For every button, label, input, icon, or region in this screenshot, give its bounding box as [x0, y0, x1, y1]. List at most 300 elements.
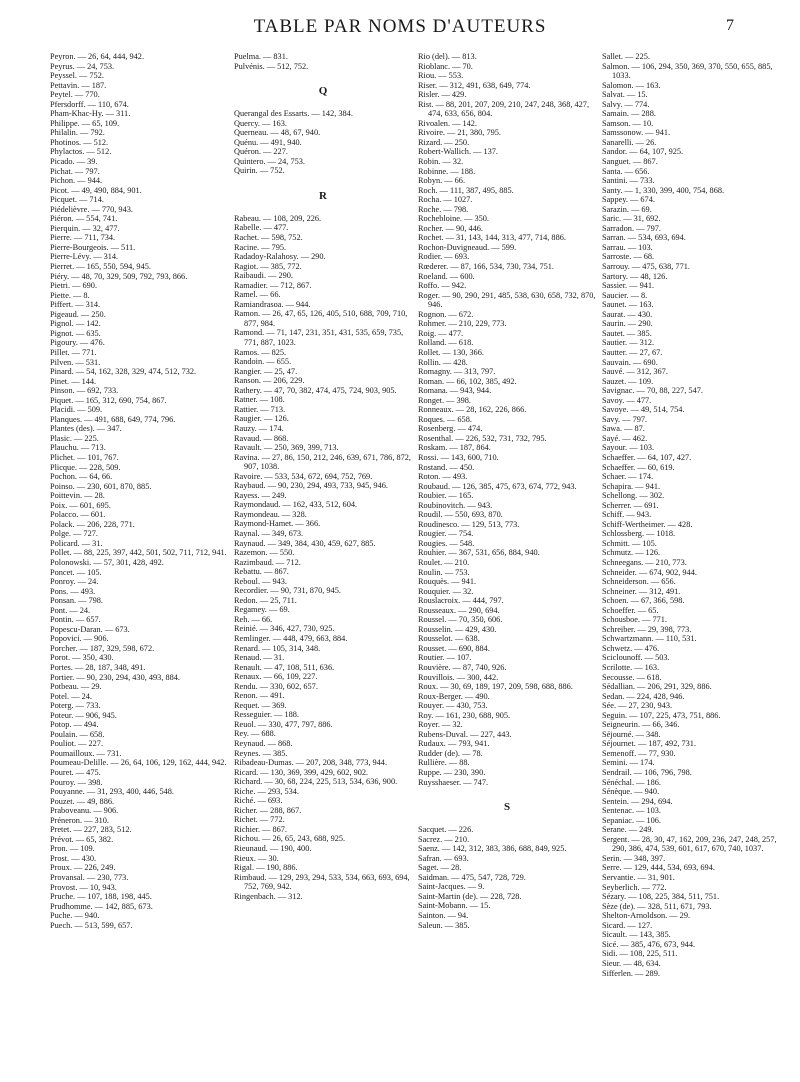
index-entry: Rochon-Duvigneaud. — 599.: [418, 242, 517, 252]
index-entry: Sappey. — 674.: [602, 195, 655, 205]
index-entry: Serane. — 249.: [602, 825, 654, 835]
index-entry: Ravaud. — 868.: [234, 433, 289, 443]
index-entry: Picado. — 39.: [50, 157, 98, 167]
index-entry: Schiff. — 943.: [602, 510, 652, 520]
index-entry: Sandor. — 64, 107, 925.: [602, 147, 684, 157]
index-entry: Pochon. — 64, 66.: [50, 472, 113, 482]
index-entry: Plantes (des). — 347.: [50, 424, 122, 434]
index-entry: Reboul. — 943.: [234, 576, 288, 586]
index-entry: Sicé. — 385, 476, 673, 944.: [602, 939, 696, 949]
index-entry: Pilven. — 531.: [50, 357, 101, 367]
index-entry: Rousseaux. — 290, 694.: [418, 605, 500, 615]
index-entry: Santini. — 733.: [602, 176, 655, 186]
page-number: 7: [726, 17, 734, 34]
index-entry: Puelma. — 831.: [234, 52, 288, 61]
index-entry: Sarradon. — 797.: [602, 223, 661, 233]
index-entry: Ramel. — 66.: [234, 290, 281, 300]
index-entry: Roques. — 658.: [418, 414, 472, 424]
index-entry: Querneau. — 48, 67, 940.: [234, 128, 321, 138]
index-entry: Quéron. — 227.: [234, 147, 288, 157]
index-entry: Séjourné. — 348.: [602, 729, 661, 739]
index-entry: Potop. — 494.: [50, 720, 99, 730]
index-entry: Ragiot. — 385, 772.: [234, 261, 302, 271]
index-entry: Sénéchal. — 186.: [602, 777, 661, 787]
index-entry: Sentenac. — 103.: [602, 806, 661, 816]
index-entry: Sendrail. — 106, 796, 798.: [602, 768, 692, 778]
index-entry: Roffo. — 942.: [418, 281, 467, 291]
index-entry: Sergent. — 28, 30, 47, 162, 209, 236, 247, 248, 257, 290, 386, 474, 539, 601, 617, 670, 740, 1037.: [602, 834, 777, 854]
index-entry: Rougies. — 548.: [418, 538, 475, 548]
index-entry: Salvat. — 15.: [602, 90, 648, 100]
index-entry: Schwetz. — 476.: [602, 643, 660, 653]
index-entry: Sauzet. — 109.: [602, 376, 654, 386]
index-entry: Rouhier. — 367, 531, 656, 884, 940.: [418, 548, 540, 558]
index-entry: Richier. — 867.: [234, 824, 288, 834]
index-entry: Ramon. — 26, 47, 65, 126, 405, 510, 688, 709, 710, 877, 984.: [234, 309, 408, 328]
index-entry: Prudhomme. — 142, 885, 673.: [50, 901, 153, 911]
index-entry: Sanguet. — 867.: [602, 157, 658, 167]
index-entry: Rouquier. — 32.: [418, 586, 474, 596]
index-entry: Rivoire. — 21, 380, 795.: [418, 128, 501, 138]
index-entry: Polge. — 727.: [50, 529, 98, 539]
index-entry: Sanarelli. — 26.: [602, 137, 657, 147]
index-entry: Saurin. — 290.: [602, 319, 653, 329]
index-entry: Peyssel. — 752.: [50, 71, 104, 81]
index-entry: Pichat. — 797.: [50, 166, 100, 176]
index-entry: Sayour. — 103.: [602, 443, 655, 453]
index-entry: Roussel. — 70, 350, 606.: [418, 615, 503, 625]
index-entry: Savoye. — 49, 514, 754.: [602, 405, 685, 415]
index-entry: Ramond. — 71, 147, 231, 351, 431, 535, 659, 735, 771, 887, 1023.: [234, 328, 404, 348]
index-entry: Schoeffer. — 65.: [602, 605, 659, 615]
index-entry: Semini. — 174.: [602, 758, 655, 768]
index-entry: Sciclounoff. — 503.: [602, 653, 670, 663]
index-entry: Sarazin. — 69.: [602, 204, 652, 214]
index-column-3: [418, 52, 596, 1072]
index-entry: Rohmer. — 210, 229, 773.: [418, 319, 507, 329]
index-entry: Robert-Wallich. — 137.: [418, 147, 498, 157]
index-entry: Pouroy. — 398.: [50, 777, 103, 787]
index-entry: Ricard. — 130, 369, 399, 429, 602, 902.: [234, 767, 369, 777]
index-entry: Schneegans. — 210, 773.: [602, 557, 687, 567]
index-entry: Poinso. — 230, 601, 870, 885.: [50, 481, 152, 491]
index-entry: Prost. — 430.: [50, 853, 97, 863]
index-entry: Philippe. — 65, 109.: [50, 118, 120, 128]
index-entry: Sayé. — 462.: [602, 433, 648, 443]
index-entry: Pham-Khac-Hy. — 311.: [50, 109, 131, 119]
index-entry: Ronneaux. — 28, 162, 226, 866.: [418, 405, 527, 415]
index-entry: Rostand. — 450.: [418, 462, 475, 472]
index-entry: Pietri. — 690.: [50, 281, 98, 291]
index-column-4: [602, 52, 780, 1072]
index-entry: Secousse. — 618.: [602, 672, 662, 682]
index-entry: Shelton-Arnoldson. — 29.: [602, 911, 691, 921]
index-entry: Sarran. — 534, 693, 694.: [602, 233, 686, 243]
index-entry: Pignot. — 635.: [50, 328, 101, 338]
index-entry: Schiff-Wertheimer. — 428.: [602, 519, 693, 529]
index-entry: Schneider. — 674, 902, 944.: [602, 567, 697, 577]
index-entry: Séjournet. — 187, 492, 731.: [602, 739, 697, 749]
index-entry: Schousboe. — 771.: [602, 615, 667, 625]
index-entry: Sedan. — 224, 428, 946.: [602, 691, 685, 701]
index-entry: Rimbaud. — 129, 293, 294, 533, 534, 663, 693, 694, 752, 769, 942.: [234, 872, 410, 892]
index-entry: Riser. — 312, 491, 638, 649, 774.: [418, 80, 531, 90]
index-entry: Schwartzmann. — 110, 531.: [602, 634, 697, 644]
index-entry: Sautter. — 27, 67.: [602, 347, 663, 357]
index-entry: Savoy. — 477.: [602, 395, 652, 405]
index-entry: Poncet. — 105.: [50, 567, 102, 577]
index-entry: Poulain. — 658.: [50, 729, 105, 739]
index-entry: Pruche. — 107, 188, 198, 445.: [50, 892, 152, 902]
index-entry: Schlossberg. — 1018.: [602, 529, 676, 539]
index-entry: Rabelle. — 477.: [234, 223, 289, 233]
index-entry: Sacquet. — 226.: [418, 825, 474, 835]
index-entry: Poteur. — 906, 945.: [50, 710, 117, 720]
index-entry: Pontin. — 657.: [50, 615, 101, 625]
index-entry: Rolland. — 618.: [418, 338, 474, 348]
index-entry: Rosenberg. — 474.: [418, 424, 483, 434]
index-entry: Seyberlich. — 772.: [602, 882, 667, 892]
index-entry: Reinié. — 346, 427, 730, 925.: [234, 624, 335, 634]
index-entry: Ramiandrasoa. — 944.: [234, 299, 311, 309]
index-entry: Regamey. — 69.: [234, 605, 290, 615]
index-entry: Salvy. — 774.: [602, 99, 650, 109]
index-entry: Samssonow. — 941.: [602, 128, 671, 138]
index-entry: Sifferlen. — 289.: [602, 968, 660, 978]
index-entry: Rattier. — 713.: [234, 404, 286, 414]
index-entry: Pulvénis. — 512, 752.: [234, 61, 309, 71]
index-entry: Schreiber. — 29, 398, 773.: [602, 624, 692, 634]
index-entry: Pierre. — 711, 734.: [50, 233, 116, 243]
index-entry: Portier. — 90, 230, 294, 430, 493, 884.: [50, 672, 180, 682]
index-entry: Roulet. — 210.: [418, 557, 470, 567]
index-entry: Sarroste. — 68.: [602, 252, 655, 262]
index-entry: Polonowski. — 57, 301, 428, 492.: [50, 557, 164, 567]
index-entry: Savignac. — 70, 88, 227, 547.: [602, 386, 703, 396]
index-entry: Rathery. — 47, 70, 382, 474, 475, 724, 903, 905.: [234, 385, 397, 395]
index-entry: Pinson. — 692, 733.: [50, 386, 119, 396]
index-entry: Quénu. — 491, 940.: [234, 137, 302, 147]
index-entry: Pouret. — 475.: [50, 768, 101, 778]
index-entry: Policard. — 31.: [50, 538, 103, 548]
index-entry: Photinos. — 512.: [50, 137, 109, 147]
index-entry: Sénèque. — 940.: [602, 787, 660, 797]
index-entry: Pont. — 24.: [50, 605, 91, 615]
index-entry: Puche. — 940.: [50, 911, 100, 921]
index-entry: Sacrez. — 210.: [418, 834, 470, 844]
index-entry: Richou. — 26, 65, 243, 688, 925.: [234, 834, 346, 844]
index-entry: Rouslacroix. — 444, 797.: [418, 596, 504, 606]
index-column-2: [234, 52, 412, 1072]
index-entry: Pierret. — 165, 550, 594, 945.: [50, 262, 151, 272]
index-entry: Peyrus. — 24, 753.: [50, 61, 115, 71]
index-entry: Rubens-Duval. — 227, 443.: [418, 729, 512, 739]
index-entry: Reynaud. — 868.: [234, 739, 293, 748]
index-entry: Razemon. — 550.: [234, 548, 295, 558]
index-entry: Routier. — 107.: [418, 653, 472, 663]
index-columns: [50, 52, 780, 1072]
index-entry: Schapira. — 941.: [602, 481, 661, 491]
index-entry: Poumailloux. — 731.: [50, 748, 122, 758]
page-header: [0, 16, 800, 42]
index-entry: Popescu-Daran. — 673.: [50, 624, 130, 634]
index-entry: Schaeffer. — 64, 107, 427.: [602, 452, 692, 462]
index-entry: Pichon. — 944.: [50, 176, 103, 186]
index-entry: Sauvé. — 312, 367.: [602, 367, 668, 377]
index-entry: Sawa. — 87.: [602, 424, 645, 434]
index-entry: Raibaudi. — 290.: [234, 271, 293, 281]
index-entry: Rocher. — 90, 446.: [418, 223, 483, 233]
index-entry: Rouvillois. — 300, 442.: [418, 672, 499, 682]
index-entry: Salmon. — 106, 294, 350, 369, 370, 550, 655, 885, 1033.: [602, 61, 773, 81]
index-entry: Pouyanne. — 31, 293, 400, 446, 548.: [50, 787, 174, 797]
index-entry: Rousselot. — 638.: [418, 634, 480, 644]
index-entry: Rougier. — 754.: [418, 529, 474, 539]
index-entry: Rebattu. — 867.: [234, 567, 289, 577]
index-entry: Safran. — 693.: [418, 853, 469, 863]
index-entry: Piéron. — 554, 741.: [50, 214, 118, 224]
index-entry: Pons. — 493.: [50, 586, 96, 596]
index-entry: Pettavin. — 187.: [50, 80, 107, 90]
index-entry: Roux. — 30, 69, 189, 197, 209, 598, 688, 886.: [418, 682, 573, 692]
index-entry: Sarrouy. — 475, 638, 771.: [602, 262, 690, 272]
index-entry: Plicque. — 228, 509.: [50, 462, 121, 472]
index-entry: Rieux. — 30.: [234, 853, 279, 863]
index-entry: Rizard. — 250.: [418, 137, 470, 147]
index-entry: Polacco. — 601.: [50, 510, 106, 520]
index-entry: Reh. — 66.: [234, 614, 273, 624]
index-entry: Requet. — 369.: [234, 700, 287, 710]
index-entry: Richard. — 30, 68, 224, 225, 513, 534, 636, 900.: [234, 777, 398, 787]
index-entry: Richer. — 288, 867.: [234, 805, 302, 815]
index-entry: Saric. — 31, 692.: [602, 214, 661, 224]
index-entry: Raugier. — 126.: [234, 414, 289, 424]
index-entry: Préneron. — 310.: [50, 815, 109, 825]
index-entry: Roton. — 493.: [418, 472, 468, 482]
index-entry: Prévot. — 65, 382.: [50, 834, 114, 844]
index-entry: Rocheblоine. — 350.: [418, 214, 489, 224]
index-entry: Reynes. — 385.: [234, 748, 288, 758]
index-entry: Pouzet. — 49, 886.: [50, 796, 115, 806]
index-entry: Sassier. — 941.: [602, 281, 655, 291]
index-entry: Scherrer. — 691.: [602, 500, 659, 510]
index-entry: Sédallian. — 206, 291, 329, 886.: [602, 682, 712, 692]
index-entry: Ramos. — 825.: [234, 347, 287, 357]
index-entry: Saget. — 28.: [418, 863, 462, 873]
index-entry: Schneiner. — 312, 491.: [602, 586, 681, 596]
index-entry: Raybaud. — 90, 230, 294, 493, 733, 945, 946.: [234, 481, 388, 491]
index-entry: Poumeau-Delille. — 26, 64, 106, 129, 162, 444, 942.: [50, 758, 227, 768]
index-entry: Renaud. — 31.: [234, 653, 285, 663]
index-entry: Pouliot. — 227.: [50, 739, 104, 749]
page-title: TABLE PAR NOMS D'AUTEURS: [253, 16, 547, 37]
index-entry: Proux. — 226, 249.: [50, 863, 116, 873]
index-entry: Provost. — 10, 943.: [50, 882, 117, 892]
index-entry: Rioblanc. — 70.: [418, 61, 473, 71]
index-entry: Sepaniac. — 106.: [602, 815, 661, 825]
index-entry: Raynal. — 349, 673.: [234, 528, 304, 538]
index-entry: Rauzy. — 174.: [234, 423, 284, 433]
index-entry: Pierquin. — 32, 477.: [50, 223, 120, 233]
index-entry: Rieunaud. — 190, 400.: [234, 844, 312, 854]
index-entry: Seigneurin. — 66, 346.: [602, 720, 680, 730]
index-entry: Riou. — 553.: [418, 71, 464, 81]
index-entry: Saint-Mobann. — 15.: [418, 901, 491, 911]
index-entry: Sartory. — 48, 126.: [602, 271, 668, 281]
index-entry: Seguin. — 107, 225, 473, 751, 886.: [602, 710, 721, 720]
index-entry: Piquet. — 165, 312, 690, 754, 867.: [50, 395, 167, 405]
index-entry: Rochet. — 31, 143, 144, 313, 477, 714, 886.: [418, 233, 566, 243]
index-entry: Salomon. — 163.: [602, 80, 661, 90]
index-entry: Rivoalen. — 142.: [418, 118, 477, 128]
index-entry: Sautet. — 385.: [602, 328, 652, 338]
index-entry: Rossi. — 143, 600, 710.: [418, 452, 499, 462]
index-entry: Roubier. — 165.: [418, 491, 474, 501]
index-entry: Saleun. — 385.: [418, 920, 470, 930]
index-entry: Sicault. — 143, 385.: [602, 930, 671, 940]
index-entry: Plasic. — 225.: [50, 433, 99, 443]
index-entry: Saint-Martin (de). — 228, 728.: [418, 891, 522, 901]
index-entry: Romana. — 943, 944.: [418, 386, 492, 396]
index-entry: Ruppe. — 230, 390.: [418, 768, 486, 778]
index-entry: Pierre-Lévy. — 314.: [50, 252, 119, 262]
index-entry: Rangier. — 25, 47.: [234, 366, 298, 376]
index-entry: Renard. — 105, 314, 348.: [234, 643, 321, 653]
index-entry: Sallet. — 225.: [602, 52, 650, 61]
index-entry: Serin. — 348, 397.: [602, 853, 666, 863]
index-entry: Saidman. — 475, 547, 728, 729.: [418, 872, 526, 882]
index-entry: Schmutz. — 126.: [602, 548, 661, 558]
index-entry: Riché. — 693.: [234, 796, 283, 806]
index-entry: Samain. — 288.: [602, 109, 656, 119]
index-entry: Rendu. — 330, 602, 657.: [234, 681, 318, 691]
index-entry: Schaer. — 174.: [602, 472, 654, 482]
section-letter: R: [319, 189, 327, 202]
index-entry: Polack. — 206, 228, 771.: [50, 519, 135, 529]
index-entry: Roskam. — 187, 864.: [418, 443, 491, 453]
index-entry: Saunet. — 163.: [602, 300, 654, 310]
index-entry: Poittevin. — 28.: [50, 491, 105, 501]
index-entry: Rodier. — 693.: [418, 252, 470, 262]
index-entry: Pignol. — 142.: [50, 319, 101, 329]
index-entry: Rousselin. — 429, 430.: [418, 624, 497, 634]
index-entry: Royer. — 32.: [418, 720, 463, 730]
index-column-1: [50, 52, 228, 1072]
index-entry: Semenoff. — 77, 930.: [602, 748, 676, 758]
index-entry: Ranson. — 206, 229.: [234, 376, 305, 386]
index-entry: Sarrau. — 103.: [602, 242, 653, 252]
index-entry: Recordier. — 90, 731, 870, 945.: [234, 586, 341, 596]
index-entry: Piédelièvre. — 770, 943.: [50, 204, 133, 214]
index-entry: Romagny. — 313, 797.: [418, 367, 496, 377]
index-entry: Roubaud. — 126, 385, 475, 673, 674, 772, 943.: [418, 481, 577, 491]
index-entry: Rigal. — 190, 886.: [234, 863, 298, 873]
index-entry: Scrilotte. — 163.: [602, 663, 660, 672]
index-entry: Roig. — 477.: [418, 328, 464, 338]
index-entry: Servantie. — 31, 901.: [602, 873, 675, 883]
index-entry: Ravina. — 27, 86, 150, 212, 246, 639, 671, 786, 872, 907, 1038.: [234, 452, 411, 472]
index-entry: Ruysshaeser. — 747.: [418, 777, 489, 787]
index-entry: Ponsan. — 798.: [50, 596, 104, 606]
index-entry: Robyn. — 66.: [418, 176, 466, 186]
index-entry: Saint-Jacques. — 9.: [418, 882, 485, 892]
index-entry: Pollet. — 88, 225, 397, 442, 501, 502, 711, 712, 941.: [50, 548, 227, 558]
index-entry: Porcher. — 187, 329, 598, 672.: [50, 643, 155, 653]
index-entry: Razimbaud. — 712.: [234, 557, 301, 567]
index-entry: Rouvière. — 87, 740, 926.: [418, 663, 507, 672]
index-entry: Raymond-Hamet. — 366.: [234, 519, 321, 529]
index-entry: Piéry. — 48, 70, 329, 509, 792, 793, 866.: [50, 271, 188, 281]
index-entry: Rachet. — 598, 752.: [234, 233, 303, 243]
index-entry: Rognon. — 672.: [418, 309, 474, 319]
index-entry: Ringenbach. — 312.: [234, 891, 303, 901]
index-entry: Ravault. — 250, 369, 399, 713.: [234, 443, 339, 453]
index-entry: Rist. — 88, 201, 207, 209, 210, 247, 248, 368, 427, 474, 633, 656, 804.: [418, 99, 590, 119]
index-entry: Saucier. — 8.: [602, 290, 648, 300]
index-entry: Roux-Berger. — 490.: [418, 691, 490, 701]
index-entry: Porot. — 350, 430.: [50, 653, 114, 663]
index-entry: Potbeau. — 29.: [50, 682, 102, 692]
index-entry: Rousset. — 690, 884.: [418, 643, 490, 653]
index-entry: Puech. — 513, 599, 657.: [50, 920, 133, 930]
index-entry: Pigoury. — 476.: [50, 338, 105, 348]
index-entry: Peyron. — 26, 64, 444, 942.: [50, 52, 145, 61]
index-entry: Roch. — 111, 387, 495, 885.: [418, 185, 514, 195]
index-entry: Rayess. — 249.: [234, 490, 287, 500]
index-entry: Rullière. — 88.: [418, 758, 470, 768]
index-entry: Rio (del). — 813.: [418, 52, 477, 61]
index-entry: Popovici. — 906.: [50, 634, 109, 644]
index-entry: Roubinovitch. — 943.: [418, 500, 493, 510]
index-entry: Plichet. — 101, 767.: [50, 452, 119, 462]
index-entry: Redon. — 25, 711.: [234, 595, 297, 605]
index-entry: Savy. — 797.: [602, 414, 648, 424]
index-entry: Sézary. — 108, 225, 384, 511, 751.: [602, 892, 720, 902]
index-entry: Resseguier. — 188.: [234, 710, 299, 720]
index-entry: Raymondeau. — 328.: [234, 509, 307, 519]
index-entry: Rouyer. — 430, 753.: [418, 701, 488, 711]
index-entry: Rosenthal. — 226, 532, 731, 732, 795.: [418, 433, 547, 443]
index-entry: Rey. — 688.: [234, 729, 276, 739]
index-entry: Sainton. — 94.: [418, 911, 469, 921]
index-entry: Serre. — 129, 444, 534, 693, 694.: [602, 863, 715, 873]
index-entry: Schoen. — 67, 366, 598.: [602, 596, 685, 606]
index-entry: Planques. — 491, 688, 649, 774, 796.: [50, 414, 176, 424]
index-entry: Rudaux. — 793, 941.: [418, 739, 490, 749]
index-entry: Racine. — 795.: [234, 242, 287, 252]
index-entry: Remlinger. — 448, 479, 663, 884.: [234, 633, 348, 643]
index-entry: Picquet. — 714.: [50, 195, 104, 205]
index-entry: Roudil. — 550, 693, 870.: [418, 510, 503, 520]
index-entry: Santy. — 1, 330, 399, 400, 754, 868.: [602, 185, 725, 195]
index-entry: Roy. — 161, 230, 688, 905.: [418, 710, 511, 720]
index-entry: Sidi. — 108, 225, 511.: [602, 949, 678, 959]
index-entry: Schellong. — 302.: [602, 491, 665, 501]
section-letter: S: [503, 801, 511, 814]
index-entry: Piffert. — 314.: [50, 300, 101, 310]
index-entry: Sée. — 27, 230, 943.: [602, 701, 673, 711]
index-entry: Roman. — 66, 102, 385, 492.: [418, 376, 517, 386]
index-entry: Picot. — 49, 490, 884, 901.: [50, 185, 142, 195]
index-entry: Robin. — 32.: [418, 157, 464, 167]
index-entry: Rocha. — 1027.: [418, 195, 473, 205]
index-entry: Sentein. — 294, 694.: [602, 796, 673, 806]
index-entry: Riche. — 293, 534.: [234, 786, 299, 796]
index-entry: Pron. — 109.: [50, 844, 95, 854]
index-entry: Rabeau. — 108, 209, 226.: [234, 213, 322, 223]
index-entry: Renaux. — 66, 109, 227.: [234, 672, 318, 682]
index-entry: Ponroy. — 24.: [50, 577, 99, 587]
